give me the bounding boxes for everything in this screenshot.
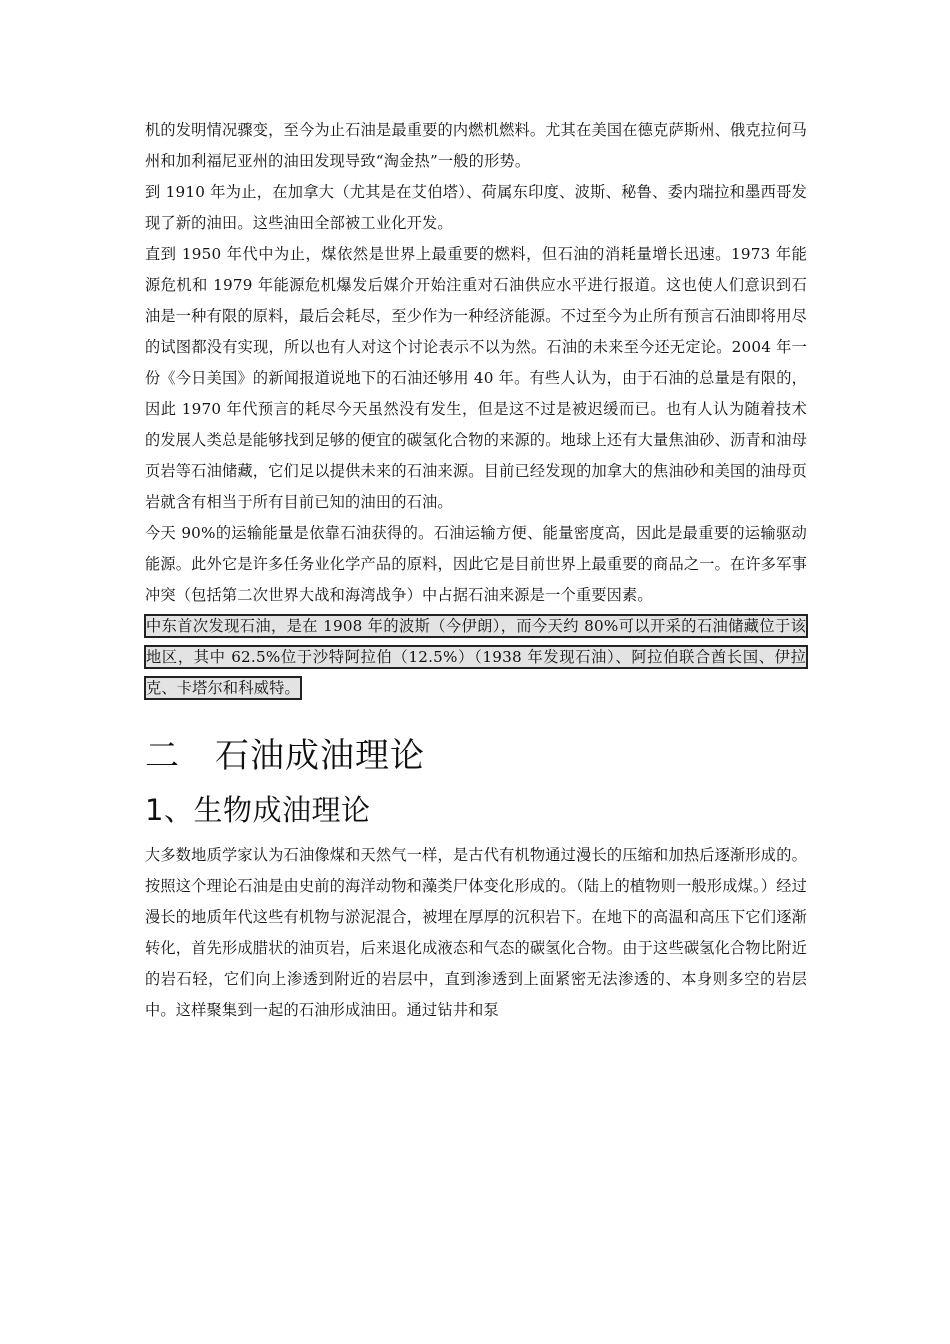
subsection-heading: 1、生物成油理论 (145, 793, 371, 827)
section-title: 石油成油理论 (215, 736, 425, 776)
body-paragraph: 大多数地质学家认为石油像煤和天然气一样，是古代有机物通过漫长的压缩和加热后逐渐形成的。按照这个理论石油是由史前的海洋动物和藻类尸体变化形成的。（陆上的植物则一般形成煤。）经过漫长的地质年代这些有机物与淤泥混合，被埋在厚厚的沉积岩下。在地下的高温和高压下它们逐渐转化，首先形成腊状的油页岩，后来退化成液态和气态的碳氢化合物。由于这些碳氢化合物比附近的岩石轻，它们向上渗透到附近的岩层中，直到渗透到上面紧密无法渗透的、本身则多空的岩层中。这样聚集到一起的石油形成油田。通过钻井和泵 (145, 846, 807, 1019)
body-paragraph: 直到 1950 年代中为止，煤依然是世界上最重要的燃料，但石油的消耗量增长迅速。1973 年能源危机和 1979 年能源危机爆发后媒介开始注重对石油供应水平进行报道。这也使人们意识到石油是一种有限的原料，最后会耗尽，至少作为一种经济能源。不过至今为止所有预言石油即将用尽的试图都没有实现，所以也有人对这个讨论表示不以为然。石油的未来至今还无定论。2004 年一份《今日美国》的新闻报道说地下的石油还够用 40 年。有些人认为，由于石油的总量是有限的，因此 1970 年代预言的耗尽今天虽然没有发生，但是这不过是被迟缓而已。也有人认为随着技术的发展人类总是能够找到足够的便宜的碳氢化合物的来源的。地球上还有大量焦油砂、沥青和油母页岩等石油储藏，它们足以提供未来的石油来源。目前已经发现的加拿大的焦油砂和美国的油母页岩就含有相当于所有目前已知的油田的石油。 (145, 245, 807, 511)
body-paragraph: 到 1910 年为止，在加拿大（尤其是在艾伯塔）、荷属东印度、波斯、秘鲁、委内瑞拉和墨西哥发现了新的油田。这些油田全部被工业化开发。 (145, 183, 807, 232)
body-paragraph: 机的发明情况骤变，至今为止石油是最重要的内燃机燃料。尤其在美国在德克萨斯州、俄克拉何马州和加利福尼亚州的油田发现导致“淘金热”一般的形势。 (145, 121, 807, 170)
section-number: 二 (145, 736, 180, 776)
document-page (145, 115, 807, 1026)
highlighted-text: 中东首次发现石油，是在 1908 年的波斯（今伊朗），而今天约 80%可以开采的石油储藏位于该地区，其中 62.5%位于沙特阿拉伯（12.5%）（1938 年发现石油）、阿拉伯联合酋长国、伊拉克、卡塔尔和科威特。 (146, 617, 806, 697)
highlighted-paragraph (145, 611, 807, 704)
section-heading (145, 732, 807, 780)
body-paragraph: 今天 90%的运输能量是依靠石油获得的。石油运输方便、能量密度高，因此是最重要的运输驱动能源。此外它是许多任务业化学产品的原料，因此它是目前世界上最重要的商品之一。在许多军事冲突（包括第二次世界大战和海湾战争）中占据石油来源是一个重要因素。 (145, 524, 807, 604)
